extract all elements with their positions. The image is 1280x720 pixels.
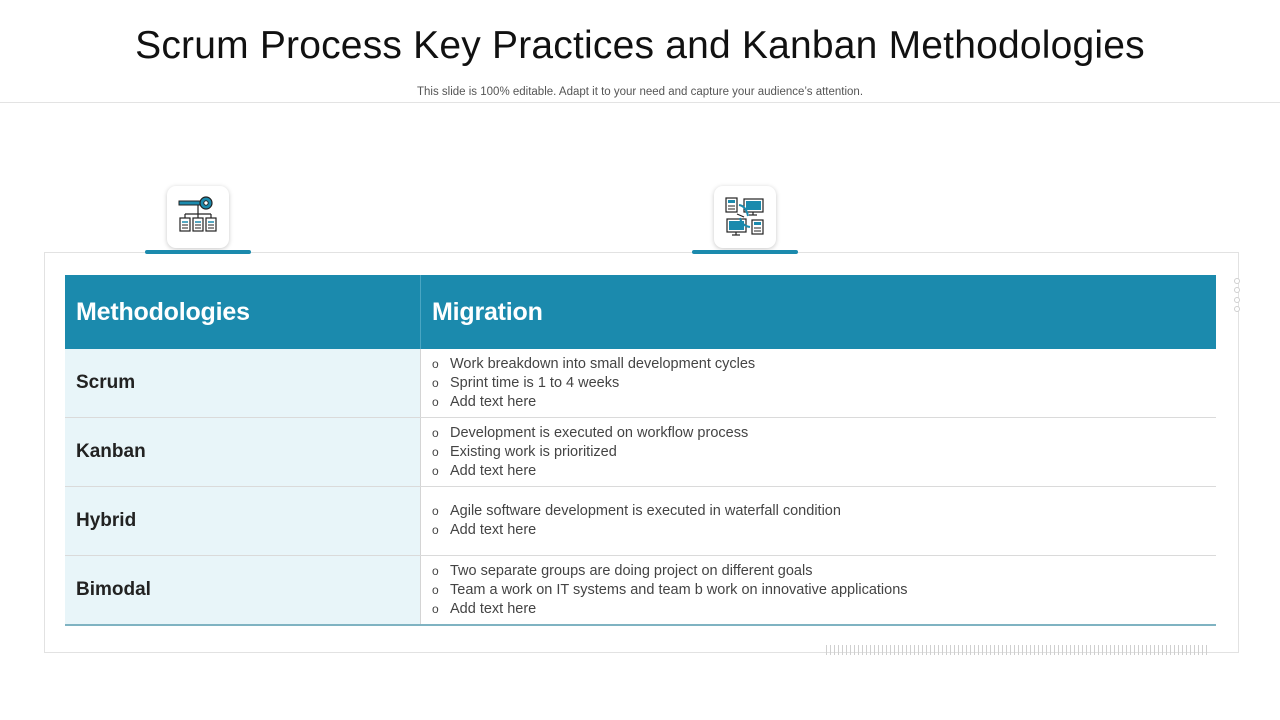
slide-subtitle: This slide is 100% editable. Adapt it to your need and capture your audience’s attention.	[416, 86, 864, 98]
bullet-icon: o	[432, 523, 439, 537]
tick-strip-decoration	[826, 645, 1210, 655]
bullet-icon: o	[432, 394, 439, 409]
bullet-icon: o	[432, 356, 439, 371]
table-row-hybrid	[65, 487, 1216, 556]
list-item-text: Add text here	[450, 462, 537, 479]
list-item	[432, 393, 1216, 412]
list-item-text: Add text here	[450, 522, 537, 538]
migration-list	[421, 487, 1216, 555]
list-item	[432, 581, 1216, 600]
column-header-migration: Migration	[432, 297, 543, 326]
list-item-text: Sprint time is 1 to 4 weeks	[450, 374, 620, 391]
list-item	[432, 562, 1216, 581]
bullet-icon: o	[432, 463, 439, 478]
bullet-icon: o	[432, 601, 439, 616]
header-divider	[0, 102, 1280, 103]
icon-underline-left	[145, 250, 251, 254]
list-item	[432, 355, 1216, 374]
list-item-text: Team a work on IT systems and team b work on innovative applications	[450, 581, 908, 598]
list-item-text: Existing work is prioritized	[450, 443, 617, 460]
table-row-bimodal	[65, 556, 1216, 626]
bullet-icon: o	[432, 504, 439, 518]
methodology-name: Scrum	[65, 349, 421, 417]
list-item	[432, 462, 1216, 481]
methodology-name: Hybrid	[65, 487, 421, 555]
column-header-methodologies: Methodologies	[65, 275, 421, 349]
network-transfer-icon	[714, 186, 776, 248]
methodology-name: Kanban	[65, 418, 421, 486]
migration-list	[421, 418, 1216, 486]
bullet-icon: o	[432, 582, 439, 597]
migration-list	[421, 556, 1216, 624]
list-item-text: Add text here	[450, 393, 537, 410]
process-flow-icon	[167, 186, 229, 248]
bullet-icon: o	[432, 425, 439, 440]
methodologies-table	[65, 275, 1216, 626]
list-item-text: Add text here	[450, 600, 537, 617]
list-item-text: Work breakdown into small development cycles	[450, 355, 756, 372]
methodology-name: Bimodal	[65, 556, 421, 624]
table-header	[65, 275, 1216, 349]
table-row-kanban	[65, 418, 1216, 487]
table-row-scrum	[65, 349, 1216, 418]
bullet-icon: o	[432, 375, 439, 390]
list-item	[432, 600, 1216, 619]
bullet-icon: o	[432, 444, 439, 459]
list-item	[432, 521, 1216, 540]
list-item-text: Two separate groups are doing project on different goals	[450, 562, 813, 579]
bullet-icon: o	[432, 563, 439, 578]
list-item-text: Development is executed on workflow process	[450, 424, 749, 441]
list-item-text: Agile software development is executed in waterfall condition	[450, 503, 841, 519]
icon-underline-right	[692, 250, 798, 254]
slide-title: Scrum Process Key Practices and Kanban Methodologies	[135, 24, 1145, 67]
list-item	[432, 424, 1216, 443]
side-dots-decoration	[1234, 278, 1240, 312]
list-item	[432, 443, 1216, 462]
list-item	[432, 374, 1216, 393]
migration-list	[421, 349, 1216, 417]
list-item	[432, 502, 1216, 521]
